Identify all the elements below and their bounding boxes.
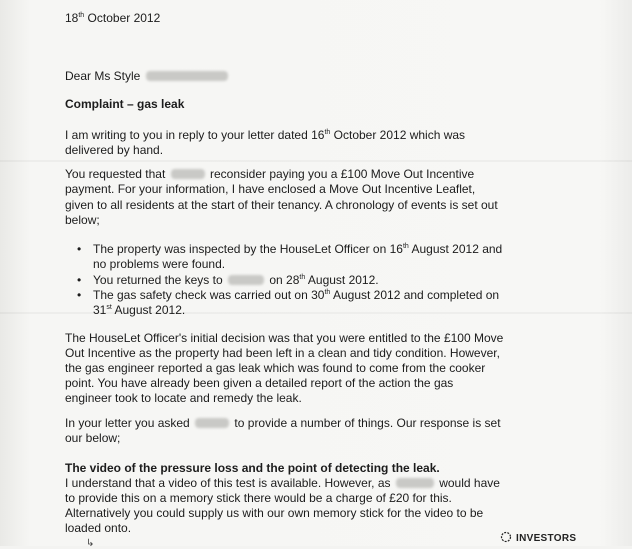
paper-fold	[0, 160, 632, 162]
paragraph-5-line: to provide this on a memory stick there would be a charge of £20 for this.	[65, 491, 452, 505]
paragraph-2-line: given to all residents at the start of their tenancy. A chronology of events is set out	[65, 198, 498, 212]
investors-logo-icon	[500, 531, 512, 543]
paragraph-1-line: delivered by hand.	[65, 143, 164, 157]
paragraph-3-line: engineer took to locate and remedy the leak.	[65, 391, 302, 405]
redacted-name	[146, 71, 228, 81]
bullet-item-3: 31st August 2012.	[93, 303, 186, 317]
salutation: Dear Ms Style	[65, 69, 230, 83]
paragraph-5-line: Alternatively you could supply us with our own memory stick for the video to be	[65, 506, 484, 520]
paragraph-2-line: below;	[65, 213, 100, 227]
bullet-item-1: The property was inspected by the HouseLet Officer on 16th August 2012 and	[93, 242, 503, 256]
bullet-item-3: The gas safety check was carried out on 30th August 2012 and completed on	[93, 288, 500, 302]
paragraph-4-line: our below;	[65, 431, 121, 445]
paragraph-1-line: I am writing to you in reply to your letter dated 16th October 2012 which was	[65, 128, 466, 142]
paragraph-3-line: The HouseLet Officer's initial decision was that you were entitled to the £100 Move	[65, 331, 504, 345]
paragraph-2-line: payment. For your information, I have enclosed a Move Out Incentive Leaflet,	[65, 182, 476, 196]
redacted-name	[171, 169, 205, 179]
paragraph-5-line: loaded onto.	[65, 521, 132, 535]
letter-date: 18th October 2012	[65, 11, 161, 25]
bullet-item-2: You returned the keys to on 28th August 2012.	[93, 273, 379, 287]
paragraph-3-line: the gas engineer reported a gas leak which was found to come from the cooker	[65, 361, 486, 375]
paragraph-4-line: In your letter you asked to provide a number of things. Our response is set	[65, 416, 501, 430]
redacted-name	[228, 275, 264, 285]
paragraph-3-line: point. You have already been given a detailed report of the action the gas	[65, 376, 454, 390]
section-heading: The video of the pressure loss and the point of detecting the leak.	[65, 461, 440, 475]
investors-logo: INVESTORS	[500, 531, 576, 544]
redacted-name	[396, 478, 434, 488]
paragraph-3-line: Out Incentive as the property had been left in a clean and tidy condition. However,	[65, 346, 500, 360]
bullet-marker: •	[77, 242, 82, 256]
bullet-item-1: no problems were found.	[93, 257, 226, 271]
bullet-marker: •	[77, 273, 82, 287]
redacted-name	[195, 418, 229, 428]
subject-line: Complaint – gas leak	[65, 97, 185, 111]
paragraph-2-line: You requested that reconsider paying you a £100 Move Out Incentive	[65, 167, 475, 181]
bullet-marker: •	[77, 288, 82, 302]
paragraph-5-line: I understand that a video of this test is available. However, as would have	[65, 476, 500, 490]
scan-mark: ↳	[86, 538, 95, 549]
